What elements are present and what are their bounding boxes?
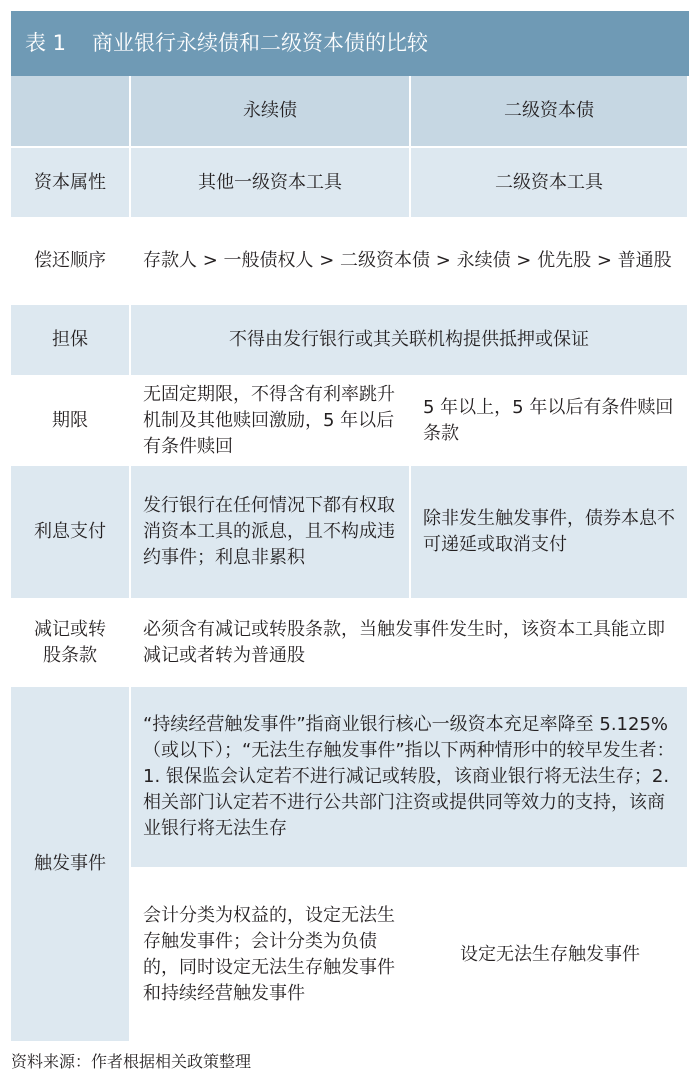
row-label-capital-attr: 资本属性 (11, 148, 131, 219)
capital-attr-tier2: 二级资本工具 (411, 148, 689, 219)
interest-perpetual: 发行银行在任何情况下都有权取消资本工具的派息，且不构成违约事件；利息非累积 (131, 466, 411, 600)
guarantee-value: 不得由发行银行或其关联机构提供抵押或保证 (131, 305, 689, 377)
capital-attr-perpetual: 其他一级资本工具 (131, 148, 411, 219)
row-label-writedown-text: 减记或转股条款 (34, 618, 106, 666)
row-label-guarantee: 担保 (11, 305, 131, 377)
row-label-writedown (11, 600, 131, 687)
row-label-term: 期限 (11, 377, 131, 466)
term-tier2: 5 年以上，5 年以后有条件赎回条款 (411, 377, 689, 466)
trigger-perpetual: 会计分类为权益的，设定无法生存触发事件；会计分类为负债的，同时设定无法生存触发事件和持续经营触发事件 (131, 869, 411, 1043)
header-tier2-bond: 二级资本债 (411, 76, 689, 148)
term-perpetual: 无固定期限，不得含有利率跳升机制及其他赎回激励，5 年以后有条件赎回 (131, 377, 411, 466)
comparison-table (11, 76, 689, 1042)
row-label-trigger: 触发事件 (11, 687, 131, 1043)
trigger-shared-definition: “持续经营触发事件”指商业银行核心一级资本充足率降至 5.125%（或以下）；“无法生存触发事件”指以下两种情形中的较早发生者：1. 银保监会认定若不进行减记或转股，该商业银行将无法生存；2. 相关部门认定若不进行公共部门注资或提供同等效力的支持，该商业银行将无法生存 (131, 687, 689, 869)
writedown-value: 必须含有减记或转股条款，当触发事件发生时，该资本工具能立即减记或者转为普通股 (131, 600, 689, 687)
interest-tier2: 除非发生触发事件，债券本息不可递延或取消支付 (411, 466, 689, 600)
row-label-interest: 利息支付 (11, 466, 131, 600)
table-number: 表 1 (25, 31, 67, 55)
table-title-bar (11, 11, 689, 76)
header-corner-cell (11, 76, 131, 148)
header-perpetual-bond: 永续债 (131, 76, 411, 148)
trigger-tier2: 设定无法生存触发事件 (411, 869, 689, 1043)
row-label-repayment-order: 偿还顺序 (11, 219, 131, 305)
table-title: 商业银行永续债和二级资本债的比较 (92, 31, 429, 55)
source-note: 资料来源：作者根据相关政策整理 (11, 1052, 252, 1071)
repayment-order-value: 存款人 > 一般债权人 > 二级资本债 > 永续债 > 优先股 > 普通股 (131, 219, 689, 305)
